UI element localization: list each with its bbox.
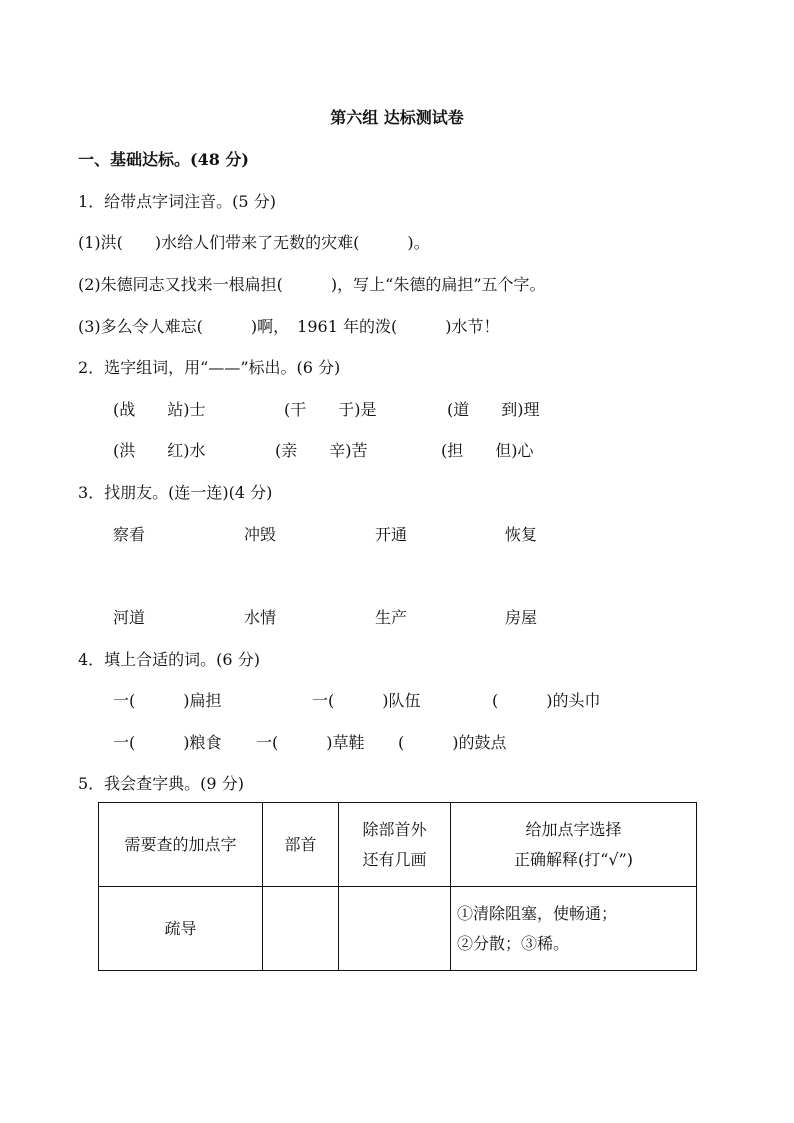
dictionary-table (98, 802, 697, 971)
strokes-answer-cell[interactable] (339, 887, 451, 971)
q3-bottom-word[interactable]: 房屋 (505, 608, 538, 627)
q3-bottom-word[interactable]: 生产 (375, 608, 408, 627)
q1-line-3: (3)多么令人难忘( )啊， 1961 年的泼( )水节！ (78, 317, 500, 336)
q1-heading: 1．给带点字词注音。(5 分) (78, 192, 276, 211)
q4-fill-item[interactable]: 一( )队伍 (312, 691, 421, 710)
q3-bottom-word[interactable]: 河道 (113, 608, 146, 627)
header-line: 正确解释(打“√”) (513, 849, 634, 869)
table-row (99, 887, 697, 971)
definition-line: ①清除阻塞，使畅通； (457, 903, 618, 923)
header-cell (451, 803, 697, 887)
q2-option[interactable]: (洪 红)水 (113, 441, 206, 460)
radical-answer-cell[interactable] (263, 887, 339, 971)
q3-top-word[interactable]: 冲毁 (244, 525, 277, 544)
q3-bottom-word[interactable]: 水情 (244, 608, 277, 627)
q5-heading: 5．我会查字典。(9 分) (78, 774, 244, 793)
definition-cell[interactable] (451, 887, 697, 971)
q2-option[interactable]: (道 到)理 (447, 400, 540, 419)
q3-heading: 3．找朋友。(连一连)(4 分) (78, 483, 273, 502)
q2-option[interactable]: (干 于)是 (284, 400, 377, 419)
definition-line: ②分散；③稀。 (457, 933, 570, 953)
q3-top-word[interactable]: 开通 (375, 525, 408, 544)
q4-fill-item[interactable]: ( )的鼓点 (398, 733, 507, 752)
section-heading: 一、基础达标。(48 分) (78, 150, 249, 169)
q2-heading: 2．选字组词，用“——”标出。(6 分) (78, 358, 341, 377)
header-line: 给加点字选择 (525, 819, 622, 839)
q2-option[interactable]: (亲 辛)苦 (275, 441, 368, 460)
header-cell: 需要查的加点字 (99, 803, 263, 887)
q4-heading: 4．填上合适的词。(6 分) (78, 650, 260, 669)
q1-line-1: (1)洪( )水给人们带来了无数的灾难( )。 (78, 233, 430, 252)
q3-top-word[interactable]: 恢复 (505, 525, 538, 544)
q4-fill-item[interactable]: 一( )粮食 (113, 733, 222, 752)
q2-option[interactable]: (担 但)心 (441, 441, 534, 460)
q4-fill-item[interactable]: ( )的头巾 (492, 691, 601, 710)
q1-line-2: (2)朱德同志又找来一根扁担( )，写上“朱德的扁担”五个字。 (78, 275, 546, 294)
header-line: 还有几画 (362, 849, 427, 869)
header-cell: 部首 (263, 803, 339, 887)
table-header-row (99, 803, 697, 887)
q4-fill-item[interactable]: 一( )草鞋 (256, 733, 365, 752)
q2-option[interactable]: (战 站)士 (113, 400, 206, 419)
header-cell (339, 803, 451, 887)
header-line: 除部首外 (362, 819, 427, 839)
lookup-word-cell: 疏导 (99, 887, 263, 971)
q3-top-word[interactable]: 察看 (113, 525, 146, 544)
q4-fill-item[interactable]: 一( )扁担 (113, 691, 222, 710)
page-title: 第六组 达标测试卷 (330, 108, 464, 127)
